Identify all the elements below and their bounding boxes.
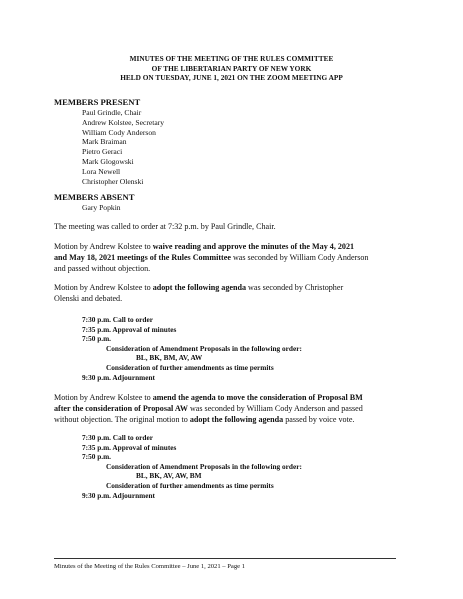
title-line-1: MINUTES OF THE MEETING OF THE RULES COMMITTEE — [129, 54, 334, 63]
page-footer: Minutes of the Meeting of the Rules Committee – June 1, 2021 – Page 1 — [54, 563, 246, 570]
motion-text: Olenski and debated. — [54, 294, 123, 303]
motion-amend-agenda — [54, 392, 416, 425]
agenda-item: 9:30 p.m. Adjournment — [82, 372, 155, 382]
motion-text: was seconded by Christopher — [246, 283, 344, 292]
agenda-item: 7:50 p.m. — [82, 452, 111, 462]
agenda-item: BL, BK, BM, AV, AW — [136, 353, 203, 363]
call-to-order-text: The meeting was called to order at 7:32 p.m. by Paul Grindle, Chair. — [54, 222, 276, 231]
member-name: Paul Grindle, Chair — [82, 108, 142, 117]
motion-text: was seconded by William Cody Anderson and passed — [187, 404, 363, 413]
motion-text: passed by voice vote. — [283, 415, 355, 424]
motion-text: Motion by Andrew Kolstee to — [54, 393, 153, 402]
motion-text: was seconded by William Cody Anderson — [230, 253, 369, 262]
agenda-item: Consideration of Amendment Proposals in the following order: — [106, 461, 302, 471]
motion-text: Motion by Andrew Kolstee to — [54, 242, 153, 251]
agenda-item: 7:35 p.m. Approval of minutes — [82, 442, 177, 452]
members-absent-list — [82, 203, 121, 213]
agenda-amended — [82, 433, 302, 500]
member-name: Mark Braiman — [82, 137, 127, 147]
motion-bold-text: waive reading and approve the minutes of the May 4, 2021 — [152, 242, 355, 251]
agenda-item: 7:30 p.m. Call to order — [82, 433, 153, 442]
motion-approve-minutes — [54, 241, 416, 274]
agenda-item: 9:30 p.m. Adjournment — [82, 490, 155, 500]
motion-bold-text: adopt the following agenda — [189, 415, 284, 424]
document-title — [0, 54, 463, 83]
member-name: Lora Newell — [82, 166, 121, 176]
motion-text: without objection. The original motion to — [54, 415, 190, 424]
motion-bold-text: amend the agenda to move the consideration of Proposal BM — [152, 393, 363, 402]
motion-text: Motion by Andrew Kolstee to — [54, 283, 153, 292]
motion-bold-text: and May 18, 2021 meetings of the Rules Committee — [54, 253, 231, 262]
call-to-order-paragraph — [54, 221, 416, 232]
title-line-2: OF THE LIBERTARIAN PARTY OF NEW YORK — [151, 63, 312, 73]
member-name: William Cody Anderson — [82, 127, 156, 137]
members-absent-heading: MEMBERS ABSENT — [54, 192, 135, 202]
title-line-3: HELD ON TUESDAY, JUNE 1, 2021 ON THE ZOOM MEETING APP — [120, 73, 343, 82]
member-name: Pietro Geraci — [82, 147, 123, 157]
agenda-item: 7:30 p.m. Call to order — [82, 315, 153, 324]
motion-bold-text: after the consideration of Proposal AW — [54, 404, 188, 413]
footer-divider — [54, 558, 396, 559]
agenda-item: 7:50 p.m. — [82, 334, 111, 344]
members-present-heading: MEMBERS PRESENT — [54, 97, 141, 107]
member-name: Mark Glogowski — [82, 156, 134, 166]
member-name: Andrew Kolstee, Secretary — [82, 117, 165, 127]
agenda-item: Consideration of further amendments as time permits — [106, 362, 274, 372]
motion-text: and passed without objection. — [54, 264, 151, 273]
agenda-item: 7:35 p.m. Approval of minutes — [82, 324, 177, 334]
member-name: Christopher Olenski — [82, 176, 144, 186]
member-name: Gary Popkin — [82, 203, 121, 212]
motion-adopt-agenda — [54, 282, 416, 304]
agenda-item: BL, BK, AV, AW, BM — [136, 471, 202, 481]
agenda-item: Consideration of Amendment Proposals in the following order: — [106, 343, 302, 353]
motion-bold-text: adopt the following agenda — [152, 283, 247, 292]
agenda-item: Consideration of further amendments as time permits — [106, 480, 274, 490]
members-present-list — [82, 108, 164, 186]
agenda-original — [82, 315, 302, 382]
